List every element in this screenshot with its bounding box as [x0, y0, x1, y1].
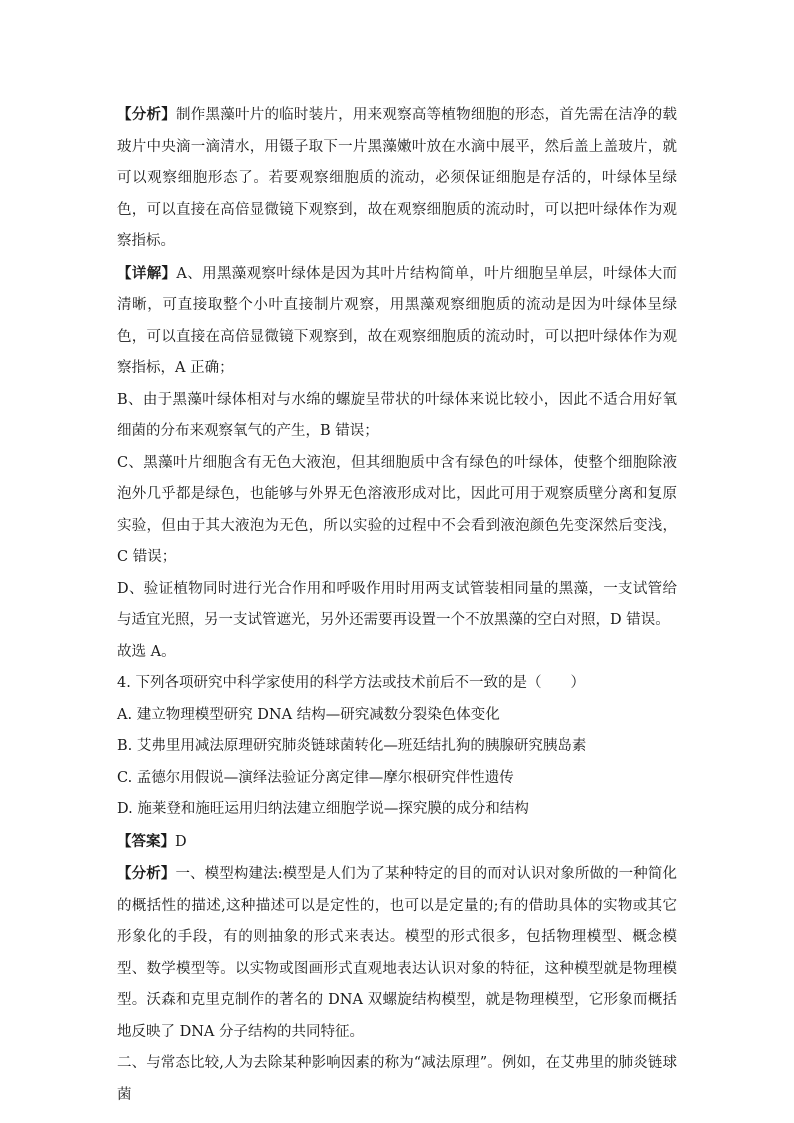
answer-line [117, 826, 677, 859]
analysis-paragraph [117, 99, 677, 258]
analysis2-paragraph-part2: 二、与常态比较,人为去除某种影响因素的称为“减法原理”。例如，在艾弗里的肺炎链球菌 [117, 1055, 677, 1103]
answer-value: D [175, 833, 187, 850]
detail-text-a: A、用黑藻观察叶绿体是因为其叶片结构简单，叶片细胞呈单层，叶绿体大而清晰，可直接取整个小叶直接制片观察，用黑藻观察细胞质的流动是因为叶绿体呈绿色，可以直接在高倍显微镜下观察到，故在观察细胞质的流动时，可以把叶绿体作为观察指标，A 正确； [117, 265, 678, 376]
detail-tag: 【详解】 [117, 264, 177, 282]
analysis2-text: 一、模型构建法:模型是人们为了某种特定的目的而对认识对象所做的一种简化的概括性的描述,这种描述可以是定性的，也可以是定量的;有的借助具体的实物或其它形象化的手段，有的则抽象的形式来表达。模型的形式很多，包括物理模型、概念模型、数学模型等。以实物或图画形式直观地表达认识对象的特征，这种模型就是物理模型。沃森和克里克制作的著名的 DNA 双螺旋结构模型，就是物理模型，它形象而概括地反映了 DNA 分子结构的共同特征。 [117, 866, 677, 1040]
document-content [117, 99, 677, 1111]
detail-paragraph-b: B、由于黑藻叶绿体相对与水绵的螺旋呈带状的叶绿体来说比较小，因此不适合用好氧细菌的分布来观察氧气的产生，B 错误； [117, 391, 677, 439]
question-stem: 4. 下列各项研究中科学家使用的科学方法或技术前后不一致的是（ ） [117, 675, 585, 691]
option-a: A. 建立物理模型研究 DNA 结构—研究减数分裂染色体变化 [117, 706, 500, 723]
analysis-tag: 【分析】 [117, 106, 176, 123]
detail-paragraph-d: D、验证植物同时进行光合作用和呼吸作用时用两支试管装相同量的黑藻，一支试管给与适宜光照，另一支试管遮光，另外还需要再设置一个不放黑藻的空白对照，D 错误。 [117, 580, 677, 628]
option-c: C. 孟德尔用假说—演绎法验证分离定律—摩尔根研究伴性遗传 [117, 769, 514, 786]
analysis2-tag: 【分析】 [117, 865, 176, 882]
analysis-text: 制作黑藻叶片的临时装片，用来观察高等植物细胞的形态，首先需在洁净的载玻片中央滴一滴清水，用镊子取下一片黑藻嫩叶放在水滴中展平，然后盖上盖玻片，就可以观察细胞形态了。若要观察细胞质的流动，必须保证细胞是存活的，叶绿体呈绿色，可以直接在高倍显微镜下观察到，故在观察细胞质的流动时，可以把叶绿体作为观察指标。 [117, 107, 678, 249]
answer-tag: 【答案】 [117, 832, 175, 850]
choose-line: 故选 A。 [117, 643, 176, 660]
option-d: D. 施莱登和施旺运用归纳法建立细胞学说—探究膜的成分和结构 [117, 801, 529, 817]
detail-paragraph-a [117, 258, 677, 385]
analysis2-paragraph [117, 858, 677, 1048]
option-b: B. 艾弗里用减法原理研究肺炎链球菌转化—班廷结扎狗的胰腺研究胰岛素 [117, 738, 587, 754]
detail-paragraph-c: C、黑藻叶片细胞含有无色大液泡，但其细胞质中含有绿色的叶绿体，使整个细胞除液泡外几乎都是绿色，也能够与外界无色溶液形成对比，因此可用于观察质壁分离和复原实验，但由于其大液泡为无色，所以实验的过程中不会看到液泡颜色先变深然后变浅，C 错误； [117, 454, 677, 565]
